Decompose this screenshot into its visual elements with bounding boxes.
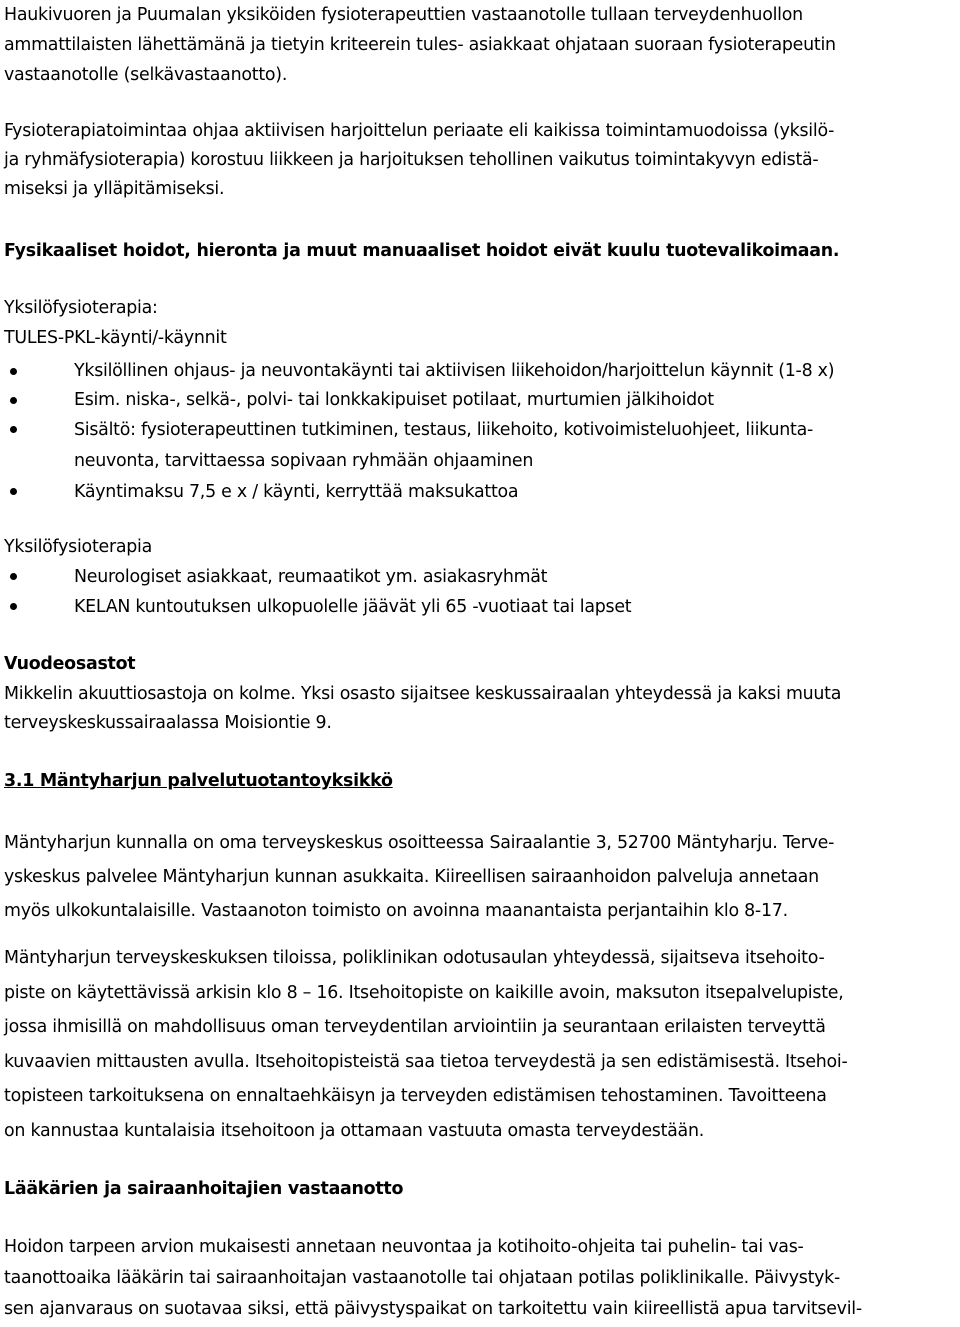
paragraph-line: myös ulkokuntalaisille. Vastaanoton toimisto on avoinna maanantaista perjantaihin klo 8-17. [4, 901, 788, 921]
bullet-icon [10, 573, 17, 580]
individual-physio-section-2 [4, 532, 631, 622]
list-item-text: Sisältö: fysioterapeuttinen tutkiminen, testaus, liikehoito, kotivoimisteluohjeet, liikunta- [74, 420, 814, 440]
intro-line: ammattilaisten lähettämänä ja tietyin kriteerein tules- asiakkaat ohjataan suoraan fysioterapeutin [4, 35, 836, 55]
section-heading: Yksilöfysioterapia: [4, 298, 158, 318]
bullet-list [4, 357, 956, 508]
paragraph-line: kuvaavien mittausten avulla. Itsehoitopisteistä saa tietoa terveydestä ja sen edistämisestä. Itsehoi- [4, 1051, 848, 1072]
paragraph-line: Mäntyharjun kunnalla on oma terveyskeskus osoitteessa Sairaalantie 3, 52700 Mäntyharju. Terve- [4, 833, 835, 853]
physio-paragraph [4, 117, 834, 204]
paragraph-line: Mäntyharjun terveyskeskuksen tiloissa, poliklinikan odotusaulan yhteydessä, sijaitseva itsehoito- [4, 948, 825, 968]
individual-physio-section-1 [4, 294, 956, 508]
bullet-icon [10, 397, 17, 404]
paragraph-line: taanottoaika lääkärin tai sairaanhoitajan vastaanotolle tai ohjataan potilas poliklinikalle. Päivystyk- [4, 1268, 841, 1288]
bullet-icon [10, 368, 17, 375]
bullet-list [4, 562, 631, 622]
bullet-icon [10, 603, 17, 610]
mantyharju-paragraph-1 [4, 826, 834, 928]
physio-line: Fysioterapiatoimintaa ohjaa aktiivisen harjoittelun periaate eli kaikissa toimintamuodoissa (yksilö- [4, 121, 835, 141]
intro-paragraph [4, 0, 836, 90]
list-item-text: KELAN kuntoutuksen ulkopuolelle jäävät yli 65 -vuotiaat tai lapset [74, 597, 632, 617]
list-item-text: Yksilöllinen ohjaus- ja neuvontakäynti tai aktiivisen liikehoidon/harjoittelun käynnit (1-8 x) [74, 361, 835, 381]
list-item [4, 357, 956, 386]
section-heading: Yksilöfysioterapia [4, 537, 153, 557]
paragraph-line: topisteen tarkoituksena on ennaltaehkäisyn ja terveyden edistämisen tehostaminen. Tavoitteena [4, 1086, 827, 1106]
physio-line: ja ryhmäfysioterapia) korostuu liikkeen ja harjoituksen tehollinen vaikutus toimintakyvyn edistä- [4, 150, 819, 170]
section-title: 3.1 Mäntyharjun palvelutuotantoyksikkö [4, 771, 393, 791]
list-item [4, 592, 631, 622]
list-item [4, 415, 956, 477]
intro-line: Haukivuoren ja Puumalan yksiköiden fysioterapeuttien vastaanotolle tullaan terveydenhuollon [4, 5, 803, 25]
list-item-text: Neurologiset asiakkaat, reumaatikot ym. asiakasryhmät [74, 567, 548, 587]
bullet-icon [10, 426, 17, 433]
wards-line: terveyskeskussairaalassa Moisiontie 9. [4, 713, 332, 733]
bullet-icon [10, 488, 17, 495]
reception-paragraph [4, 1232, 862, 1325]
reception-heading: Lääkärien ja sairaanhoitajien vastaanotto [4, 1179, 404, 1199]
intro-line: vastaanotolle (selkävastaanotto). [4, 65, 288, 85]
list-item [4, 562, 631, 592]
paragraph-line: sen ajanvaraus on suotavaa siksi, että päivystyspaikat on tarkoitettu vain kiireellistä apua tarvitsevil- [4, 1299, 862, 1319]
section-subheading: TULES-PKL-käynti/-käynnit [4, 327, 227, 348]
physio-line: miseksi ja ylläpitämiseksi. [4, 179, 225, 199]
list-item-text: Esim. niska-, selkä-, polvi- tai lonkkakipuiset potilaat, murtumien jälkihoidot [74, 390, 714, 410]
paragraph-line: on kannustaa kuntalaisia itsehoitoon ja ottamaan vastuuta omasta terveydestään. [4, 1120, 705, 1141]
paragraph-line: jossa ihmisillä on mahdollisuus oman terveydentilan arviointiin ja seurantaan erilaisten terveyttä [4, 1017, 826, 1037]
list-item [4, 477, 956, 508]
mantyharju-paragraph-2 [4, 941, 848, 1148]
paragraph-line: yskeskus palvelee Mäntyharjun kunnan asukkaita. Kiireellisen sairaanhoidon palveluja annetaan [4, 867, 819, 887]
wards-section [4, 650, 841, 739]
bold-notice: Fysikaaliset hoidot, hieronta ja muut manuaaliset hoidot eivät kuulu tuotevalikoimaan. [4, 241, 840, 261]
list-item [4, 386, 956, 415]
paragraph-line: Hoidon tarpeen arvion mukaisesti annetaan neuvontaa ja kotihoito-ohjeita tai puhelin- tai vas- [4, 1237, 804, 1257]
list-item-text: neuvonta, tarvittaessa sopivaan ryhmään ohjaaminen [74, 451, 534, 471]
paragraph-line: piste on käytettävissä arkisin klo 8 – 16. Itsehoitopiste on kaikille avoin, maksuton itsepalvelupiste, [4, 982, 844, 1003]
wards-line: Mikkelin akuuttiosastoja on kolme. Yksi osasto sijaitsee keskussairaalan yhteydessä ja kaksi muuta [4, 683, 842, 704]
section-heading: Vuodeosastot [4, 654, 136, 674]
list-item-text: Käyntimaksu 7,5 e x / käynti, kerryttää maksukattoa [74, 482, 519, 502]
